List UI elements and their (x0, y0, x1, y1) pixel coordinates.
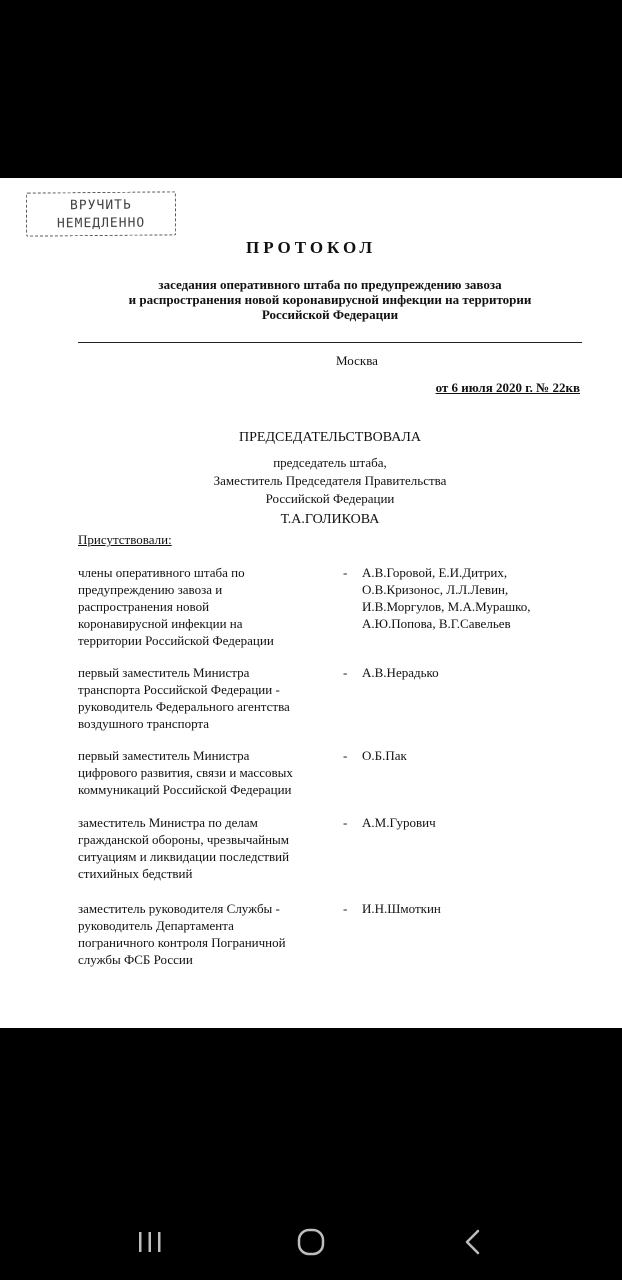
names-line: О.Б.Пак (362, 748, 407, 763)
attendee-names (362, 747, 602, 764)
attendee-dash: - (343, 565, 348, 580)
recent-apps-button[interactable] (130, 1224, 170, 1262)
names-line: А.Ю.Попова, В.Г.Савельев (362, 616, 511, 631)
attendee-dash: - (343, 815, 348, 830)
attendee-names (362, 664, 602, 681)
role-line: первый заместитель Министра (78, 748, 250, 763)
attendee-dash: - (343, 665, 348, 680)
role-line: коммуникаций Российской Федерации (78, 782, 292, 797)
back-button[interactable] (454, 1224, 494, 1262)
names-line: И.В.Моргулов, М.А.Мурашко, (362, 599, 531, 614)
stamp-line: НЕМЕДЛЕННО (56, 215, 146, 232)
home-button[interactable] (291, 1224, 331, 1262)
names-line: А.В.Нерадько (362, 665, 439, 680)
names-line: И.Н.Шмоткин (362, 901, 441, 916)
role-line: первый заместитель Министра (78, 665, 250, 680)
attendee-names (362, 814, 602, 831)
chair-role-line: председатель штаба, (273, 455, 387, 470)
role-line: предупреждению завоза и (78, 582, 223, 597)
attendee-role (78, 814, 340, 882)
stamp-line: ВРУЧИТЬ (69, 197, 132, 214)
names-line: О.В.Кризонос, Л.Л.Левин, (362, 582, 509, 597)
attendee-role (78, 564, 340, 649)
role-line: заместитель руководителя Службы - (78, 901, 280, 916)
recent-apps-icon (130, 1224, 170, 1262)
names-line: А.М.Гурович (362, 815, 436, 830)
role-line: заместитель Министра по делам (78, 815, 258, 830)
presided-label: ПРЕДСЕДАТЕЛЬСТВОВАЛА (239, 430, 421, 445)
chair-role (0, 454, 622, 508)
role-line: стихийных бедствий (78, 866, 193, 881)
present-label: Присутствовали: (78, 532, 172, 547)
chair-role-line: Российской Федерации (265, 491, 395, 506)
role-line: коронавирусной инфекции на (78, 616, 243, 631)
document-title: ПРОТОКОЛ (245, 238, 376, 257)
attendee-role (78, 747, 340, 798)
role-line: руководитель Федерального агентства (78, 699, 290, 714)
subtitle-line: Российской Федерации (261, 307, 399, 322)
role-line: гражданской обороны, чрезвычайным (78, 832, 290, 847)
back-icon (454, 1224, 494, 1262)
role-line: транспорта Российской Федерации - (78, 682, 280, 697)
chair-role-line: Заместитель Председателя Правительства (213, 473, 447, 488)
divider (78, 342, 582, 343)
attendee-names (362, 900, 602, 917)
attendee-role (78, 900, 340, 968)
subtitle-line: заседания оперативного штаба по предупреждению завоза (158, 277, 502, 292)
role-line: службы ФСБ России (78, 952, 193, 967)
attendee-role (78, 664, 340, 732)
attendee-names (362, 564, 602, 632)
attendee-dash: - (343, 748, 348, 763)
role-line: воздушного транспорта (78, 716, 210, 731)
role-line: территории Российской Федерации (78, 633, 274, 648)
role-line: цифрового развития, связи и массовых (78, 765, 293, 780)
role-line: ситуациям и ликвидации последствий (78, 849, 290, 864)
role-line: пограничного контроля Пограничной (78, 935, 286, 950)
city: Москва (336, 353, 378, 368)
document-image (0, 178, 622, 1028)
date-line: от 6 июля 2020 г. № 22кв (435, 380, 580, 395)
urgent-stamp (26, 191, 176, 236)
document-subtitle (70, 277, 590, 322)
subtitle-line: и распространения новой коронавирусной инфекции на территории (128, 292, 532, 307)
role-line: распространения новой (78, 599, 210, 614)
attendee-dash: - (343, 901, 348, 916)
names-line: А.В.Горовой, Е.И.Дитрих, (362, 565, 508, 580)
role-line: члены оперативного штаба по (78, 565, 245, 580)
android-nav-bar (0, 1200, 622, 1280)
chair-name: Т.А.ГОЛИКОВА (280, 512, 380, 527)
role-line: руководитель Департамента (78, 918, 234, 933)
home-icon (291, 1224, 331, 1262)
